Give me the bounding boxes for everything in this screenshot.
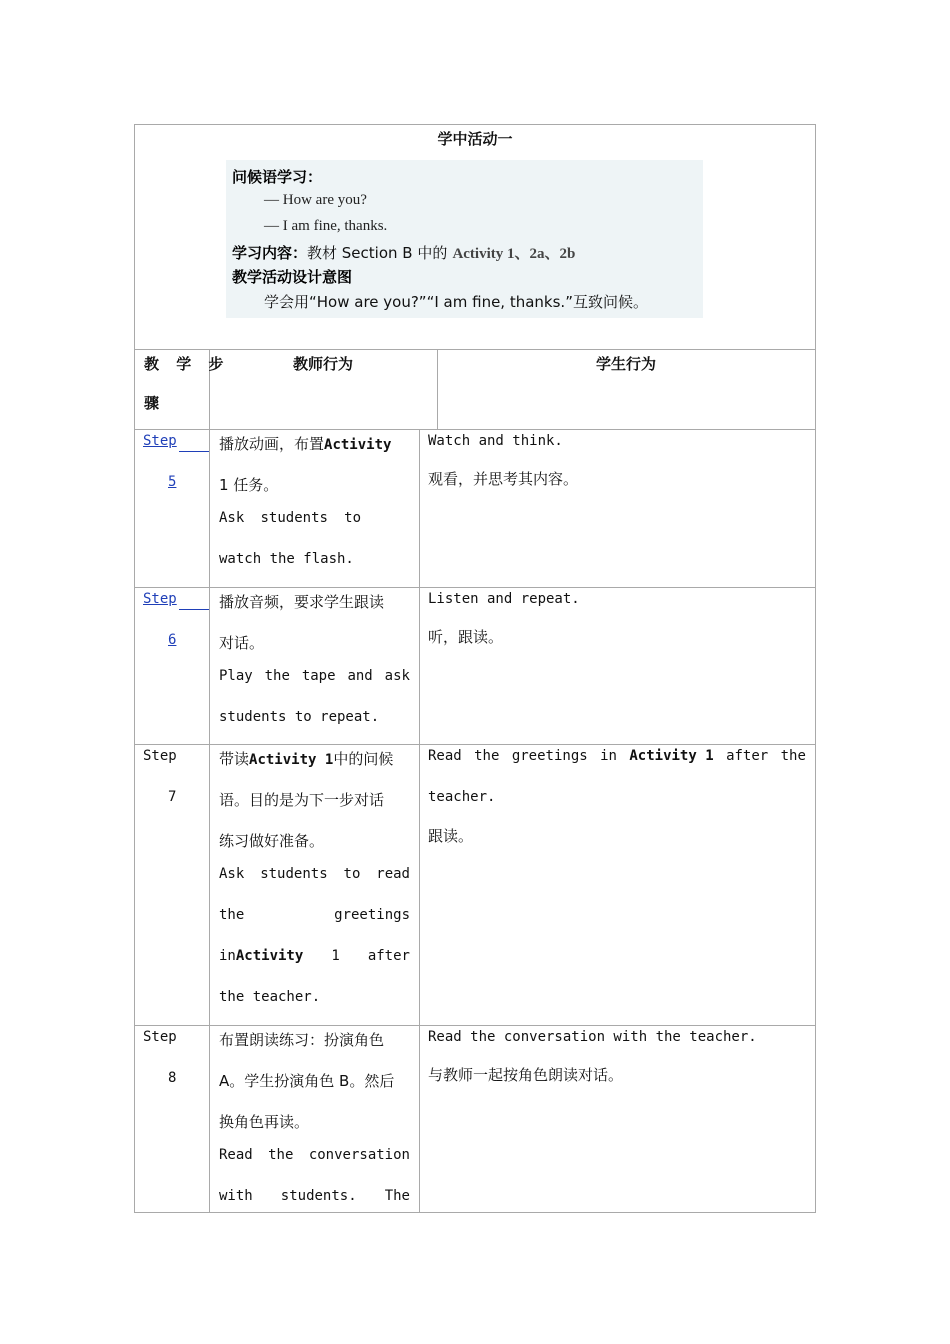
step-5-teacher-cn-2: 1 任务。: [219, 476, 279, 494]
word: greetings: [334, 907, 410, 923]
word: Ask: [219, 510, 245, 526]
step-7-teacher-en-2: [219, 907, 410, 948]
table-border-right: [815, 124, 816, 1213]
step-8-teacher-cn-3: 换角色再读。: [219, 1113, 310, 1131]
word: read: [376, 866, 410, 882]
table-border-left: [134, 124, 135, 1213]
step-7-teacher-cn-1: [219, 748, 411, 789]
step-6-teacher-en-2: students to repeat.: [219, 709, 380, 725]
lesson-info-panel: [226, 160, 703, 318]
step-7-word: Step: [143, 748, 177, 764]
section-title: 学中活动一: [437, 130, 513, 148]
word: the: [474, 748, 500, 764]
step-6-label[interactable]: [143, 591, 209, 648]
word: 1: [331, 948, 340, 964]
step-7-student: [428, 748, 808, 846]
step-6-number[interactable]: 6: [168, 632, 177, 648]
step-7-teacher-en-1: [219, 866, 410, 907]
row-divider: [134, 429, 816, 430]
step-7-student-en-2: teacher.: [428, 789, 496, 805]
word: tape: [301, 668, 336, 684]
word: in: [219, 948, 236, 964]
header-step-line2: 骤: [144, 394, 160, 412]
word: Read: [219, 1147, 253, 1163]
content-activities: Activity 1、2a、2b: [452, 246, 576, 262]
step-7-teacher: [219, 748, 411, 1005]
step-7-teacher-cn-3: 练习做好准备。: [219, 832, 325, 850]
row-divider: [134, 1025, 816, 1026]
col-divider: [209, 349, 210, 1213]
step-8-teacher-en-1: [219, 1147, 410, 1188]
word: the: [268, 1147, 294, 1163]
activity-label: Activity: [324, 437, 392, 453]
word: Read: [428, 748, 462, 764]
word: the: [780, 748, 806, 764]
content-line: [232, 242, 575, 263]
step-6-teacher-cn-2: 对话。: [219, 634, 265, 652]
word: The: [384, 1188, 410, 1204]
table-border-bottom: [134, 1212, 816, 1213]
step-5-teacher-en-1: [219, 510, 361, 551]
step-8-label: [143, 1029, 209, 1086]
step-7-teacher-cn-2: 语。目的是为下一步对话: [219, 791, 385, 809]
word: to: [344, 510, 361, 526]
step-5-teacher-en-2: watch the flash.: [219, 551, 354, 567]
step-5-teacher-cn-1: [219, 433, 411, 474]
step-5-underline: [179, 451, 209, 452]
step-5-label[interactable]: [143, 433, 209, 490]
step-5-student: [428, 433, 808, 489]
step-5-number[interactable]: 5: [168, 474, 177, 490]
step-5-word[interactable]: Step: [143, 433, 177, 449]
step-8-student-cn: 与教师一起按角色朗读对话。: [428, 1066, 624, 1084]
word: students: [260, 510, 328, 526]
step-6-student: [428, 591, 808, 647]
teacher-cn-text: 带读: [219, 750, 250, 768]
step-8-word: Step: [143, 1029, 177, 1045]
teacher-cn-text: 播放动画，布置: [219, 435, 325, 453]
content-label: 学习内容：: [232, 244, 308, 262]
step-7-label: [143, 748, 209, 805]
step-6-teacher: [219, 591, 411, 725]
intent-text: 学会用“How are you?”“I am fine, thanks.”互致问候。: [264, 293, 648, 311]
row-divider: [134, 744, 816, 745]
word: conversation: [308, 1147, 410, 1163]
header-student: 学生行为: [595, 355, 656, 373]
step-8-teacher-en-2: [219, 1188, 410, 1208]
step-6-student-en: Listen and repeat.: [428, 591, 580, 607]
header-teacher: 教师行为: [292, 355, 353, 373]
step-8-teacher-cn-2: A。学生扮演角色 B。然后: [219, 1072, 395, 1090]
word: students.: [280, 1188, 357, 1204]
word: Play: [219, 668, 253, 684]
greeting-heading: 问候语学习：: [232, 168, 323, 186]
step-5-student-en: Watch and think.: [428, 433, 563, 449]
word: to: [343, 866, 361, 882]
step-8-teacher: [219, 1029, 411, 1208]
word: Ask: [219, 866, 245, 882]
table-border-top: [134, 124, 816, 125]
step-8-teacher-cn-1: 布置朗读练习：扮演角色: [219, 1031, 385, 1049]
step-6-underline: [179, 609, 209, 610]
word-group: [219, 948, 303, 989]
row-divider: [134, 349, 816, 350]
teacher-cn-text: 中的问候: [333, 750, 394, 768]
step-5-teacher: [219, 433, 411, 567]
activity-label: Activity 1: [629, 748, 714, 764]
step-5-student-cn: 观看，并思考其内容。: [428, 470, 579, 488]
word: with: [219, 1188, 253, 1204]
content-text: 教材 Section B 中的: [307, 244, 448, 262]
word: the: [219, 907, 245, 923]
step-6-teacher-cn-1: 播放音频，要求学生跟读: [219, 593, 385, 611]
activity-label: Activity 1: [249, 752, 334, 768]
step-8-number: 8: [168, 1070, 177, 1086]
step-7-student-cn: 跟读。: [428, 827, 474, 845]
header-step: [144, 353, 230, 413]
row-divider: [134, 587, 816, 588]
step-7-student-en-1: [428, 748, 806, 789]
step-8-student: [428, 1029, 808, 1085]
step-7-number: 7: [168, 789, 177, 805]
activity-label: Activity: [235, 948, 304, 964]
greeting-line-2: — I am fine, thanks.: [264, 218, 388, 234]
word: and: [347, 668, 373, 684]
step-6-teacher-en-1: [219, 668, 410, 709]
word: students: [260, 866, 328, 882]
step-6-word[interactable]: Step: [143, 591, 177, 607]
word: after: [726, 748, 769, 764]
header-step-text: 教 学 步: [144, 355, 230, 373]
step-8-student-en: Read the conversation with the teacher.: [428, 1029, 757, 1045]
header-step-line1: [144, 353, 230, 374]
step-7-teacher-en-4: the teacher.: [219, 989, 321, 1005]
word: in: [600, 748, 617, 764]
word: ask: [384, 668, 410, 684]
greeting-line-1: — How are you?: [264, 192, 367, 208]
word: greetings: [511, 748, 588, 764]
intent-label: 教学活动设计意图: [232, 268, 353, 286]
step-7-teacher-en-3: [219, 948, 410, 989]
step-6-student-cn: 听，跟读。: [428, 628, 504, 646]
word: after: [367, 948, 410, 964]
col-divider: [419, 429, 420, 1213]
word: the: [264, 668, 290, 684]
